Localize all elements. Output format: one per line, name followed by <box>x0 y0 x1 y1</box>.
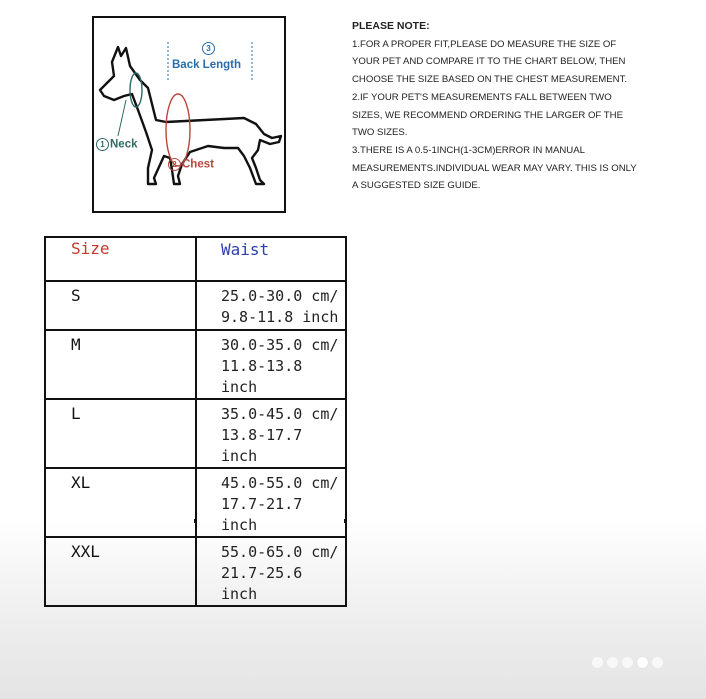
size-cell: XXL <box>45 537 196 606</box>
carousel-dot[interactable] <box>637 657 648 668</box>
note-line-1: 1.FOR A PROPER FIT,PLEASE DO MEASURE THE SIZE OF YOUR PET AND COMPARE IT TO THE CHART BELOW, THEN CHOOSE THE SIZE BASED ON THE CHEST MEASUREMENT. <box>352 38 628 86</box>
table-row <box>45 468 346 537</box>
header-waist: Waist <box>196 237 346 281</box>
size-table <box>44 236 347 607</box>
carousel-dot[interactable] <box>592 657 603 668</box>
note-line-3: 3.THERE IS A 0.5-1INCH(1-3CM)ERROR IN MANUAL MEASUREMENTS.INDIVIDUAL WEAR MAY VARY. THIS IS ONLY A SUGGESTED SIZE GUIDE. <box>352 144 637 192</box>
carousel-dot[interactable] <box>652 657 663 668</box>
header-size: Size <box>45 237 196 281</box>
carousel-dot[interactable] <box>622 657 633 668</box>
size-cell: L <box>45 399 196 468</box>
table-row <box>45 281 346 330</box>
neck-label: 1 Neck <box>96 138 138 151</box>
waist-cell: 55.0-65.0 cm/ 21.7-25.6 inch <box>196 537 346 606</box>
carousel-dot[interactable] <box>607 657 618 668</box>
waist-cell: 30.0-35.0 cm/ 11.8-13.8 inch <box>196 330 346 399</box>
chest-label: 2 Chest <box>168 158 214 171</box>
waist-cell: 35.0-45.0 cm/ 13.8-17.7 inch <box>196 399 346 468</box>
table-header-row <box>45 237 346 281</box>
back-length-number: 3 <box>202 42 216 55</box>
dog-measurement-diagram <box>92 16 286 213</box>
table-cut-edge <box>44 519 346 523</box>
size-cell: XL <box>45 468 196 537</box>
size-cell: S <box>45 281 196 330</box>
dog-silhouette <box>94 18 284 211</box>
back-length-label: Back Length <box>172 59 242 71</box>
table-row <box>45 330 346 399</box>
note-line-2: 2.IF YOUR PET'S MEASUREMENTS FALL BETWEEN TWO SIZES, WE RECOMMEND ORDERING THE LARGER OF THE TWO SIZES. <box>352 91 623 139</box>
waist-cell: 25.0-30.0 cm/ 9.8-11.8 inch <box>196 281 346 330</box>
carousel-indicator <box>592 657 663 668</box>
table-row <box>45 399 346 468</box>
size-cell: M <box>45 330 196 399</box>
waist-cell: 45.0-55.0 cm/ 17.7-21.7 inch <box>196 468 346 537</box>
please-note <box>352 18 642 195</box>
table-row <box>45 537 346 606</box>
note-title: PLEASE NOTE: <box>352 20 430 32</box>
